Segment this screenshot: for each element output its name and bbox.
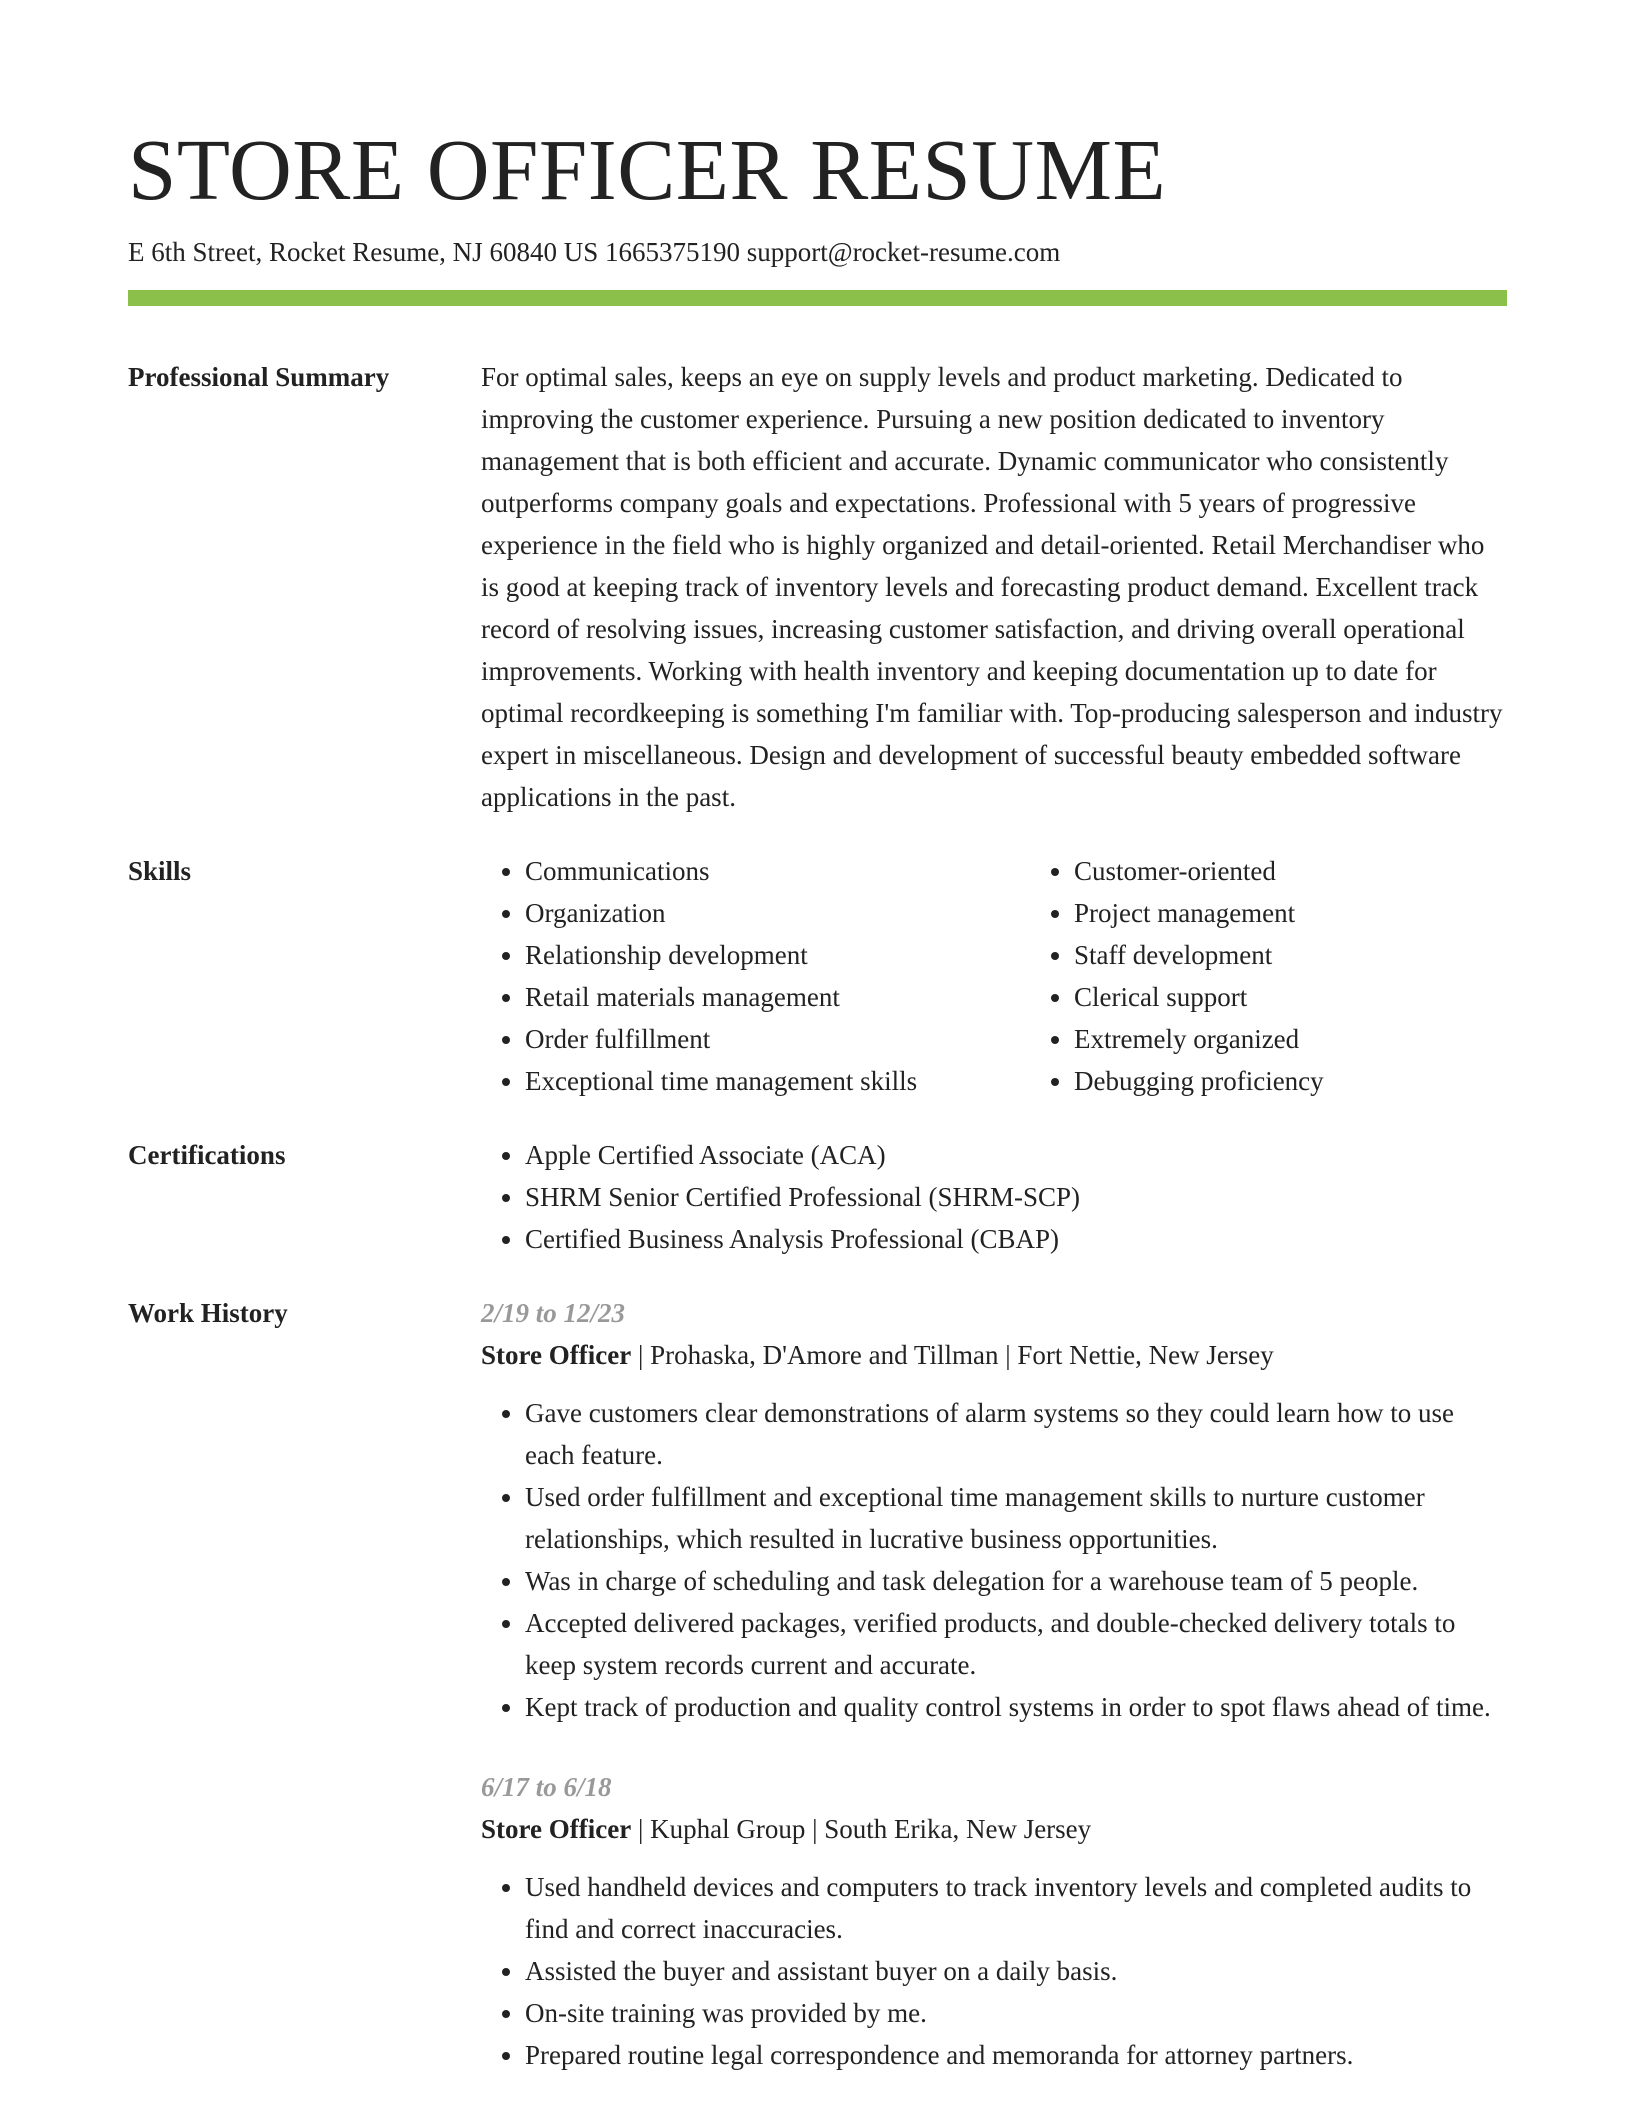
certifications-section [128,1134,1507,1260]
skills-list-left [481,850,1030,1102]
job-details: | Prohaska, D'Amore and Tillman | Fort Nettie, New Jersey [631,1340,1274,1370]
job-date: 6/17 to 6/18 [481,1772,612,1802]
certification-item: • SHRM Senior Certified Professional (SHRM-SCP) [525,1176,1507,1218]
job-bullets [481,1392,1507,1728]
accent-divider [128,290,1507,306]
job-bullets [481,1866,1507,2076]
skills-grid [481,850,1579,1102]
skills-section [128,850,1507,1102]
certification-item: • Certified Business Analysis Professional (CBAP) [525,1218,1507,1260]
skills-list-right [1030,850,1579,1102]
skill-item: • Extremely organized [1074,1018,1579,1060]
skill-item: • Order fulfillment [525,1018,1030,1060]
summary-text: For optimal sales, keeps an eye on supply levels and product marketing. Dedicated to improving the customer experience. Pursuing a new position dedicated to inventory management that is both efficient and accurate. Dynamic communicator who consistently outperforms company goals and expectations. Professional with 5 years of progressive experience in the field who is highly organized and detail-oriented. Retail Merchandiser who is good at keeping track of inventory levels and forecasting product demand. Excellent track record of resolving issues, increasing customer satisfaction, and driving overall operational improvements. Working with health inventory and keeping documentation up to date for optimal recordkeeping is something I'm familiar with. Top-producing salesperson and industry expert in miscellaneous. Design and development of successful beauty embedded software applications in the past. [481,362,1503,812]
skill-item: • Clerical support [1074,976,1579,1018]
certifications-heading: Certifications [128,1140,286,1170]
work-history-section [128,1292,1507,2076]
work-history-body [481,1292,1507,2076]
skill-item: • Retail materials management [525,976,1030,1018]
resume-page [128,120,1507,2076]
job-role: Store Officer [481,1814,632,1844]
certification-item: • Apple Certified Associate (ACA) [525,1134,1507,1176]
job-bullet: • Prepared routine legal correspondence and memoranda for attorney partners. [525,2034,1507,2076]
summary-section [128,356,1507,818]
job-entry [481,1292,1507,1728]
job-bullet: • Gave customers clear demonstrations of alarm systems so they could learn how to use each feature. [525,1392,1507,1476]
skills-heading: Skills [128,856,192,886]
work-history-heading: Work History [128,1298,288,1328]
skill-item: • Project management [1074,892,1579,934]
certifications-list [481,1134,1507,1260]
summary-heading: Professional Summary [128,362,390,392]
skill-item: • Customer-oriented [1074,850,1579,892]
job-bullet: • Assisted the buyer and assistant buyer on a daily basis. [525,1950,1507,1992]
resume-title: STORE OFFICER RESUME [128,121,1167,218]
job-title-line [481,1334,1507,1376]
skill-item: • Exceptional time management skills [525,1060,1030,1102]
skill-item: • Debugging proficiency [1074,1060,1579,1102]
job-bullet: • Was in charge of scheduling and task delegation for a warehouse team of 5 people. [525,1560,1507,1602]
contact-line: E 6th Street, Rocket Resume, NJ 60840 US 1665375190 support@rocket-resume.com [128,237,1061,267]
job-role: Store Officer [481,1340,632,1370]
job-date: 2/19 to 12/23 [481,1298,626,1328]
skill-item: • Organization [525,892,1030,934]
job-bullet: • Accepted delivered packages, verified products, and double-checked delivery totals to keep system records current and accurate. [525,1602,1507,1686]
job-bullet: • Used handheld devices and computers to track inventory levels and completed audits to find and correct inaccuracies. [525,1866,1507,1950]
job-title-line [481,1808,1507,1850]
job-entry [481,1766,1507,2076]
skill-item: • Staff development [1074,934,1579,976]
job-bullet: • Used order fulfillment and exceptional time management skills to nurture customer relationships, which resulted in lucrative business opportunities. [525,1476,1507,1560]
job-details: | Kuphal Group | South Erika, New Jersey [631,1814,1092,1844]
job-bullet: • On-site training was provided by me. [525,1992,1507,2034]
certifications-body [481,1134,1507,1260]
job-bullet: • Kept track of production and quality control systems in order to spot flaws ahead of time. [525,1686,1507,1728]
skill-item: • Communications [525,850,1030,892]
skill-item: • Relationship development [525,934,1030,976]
